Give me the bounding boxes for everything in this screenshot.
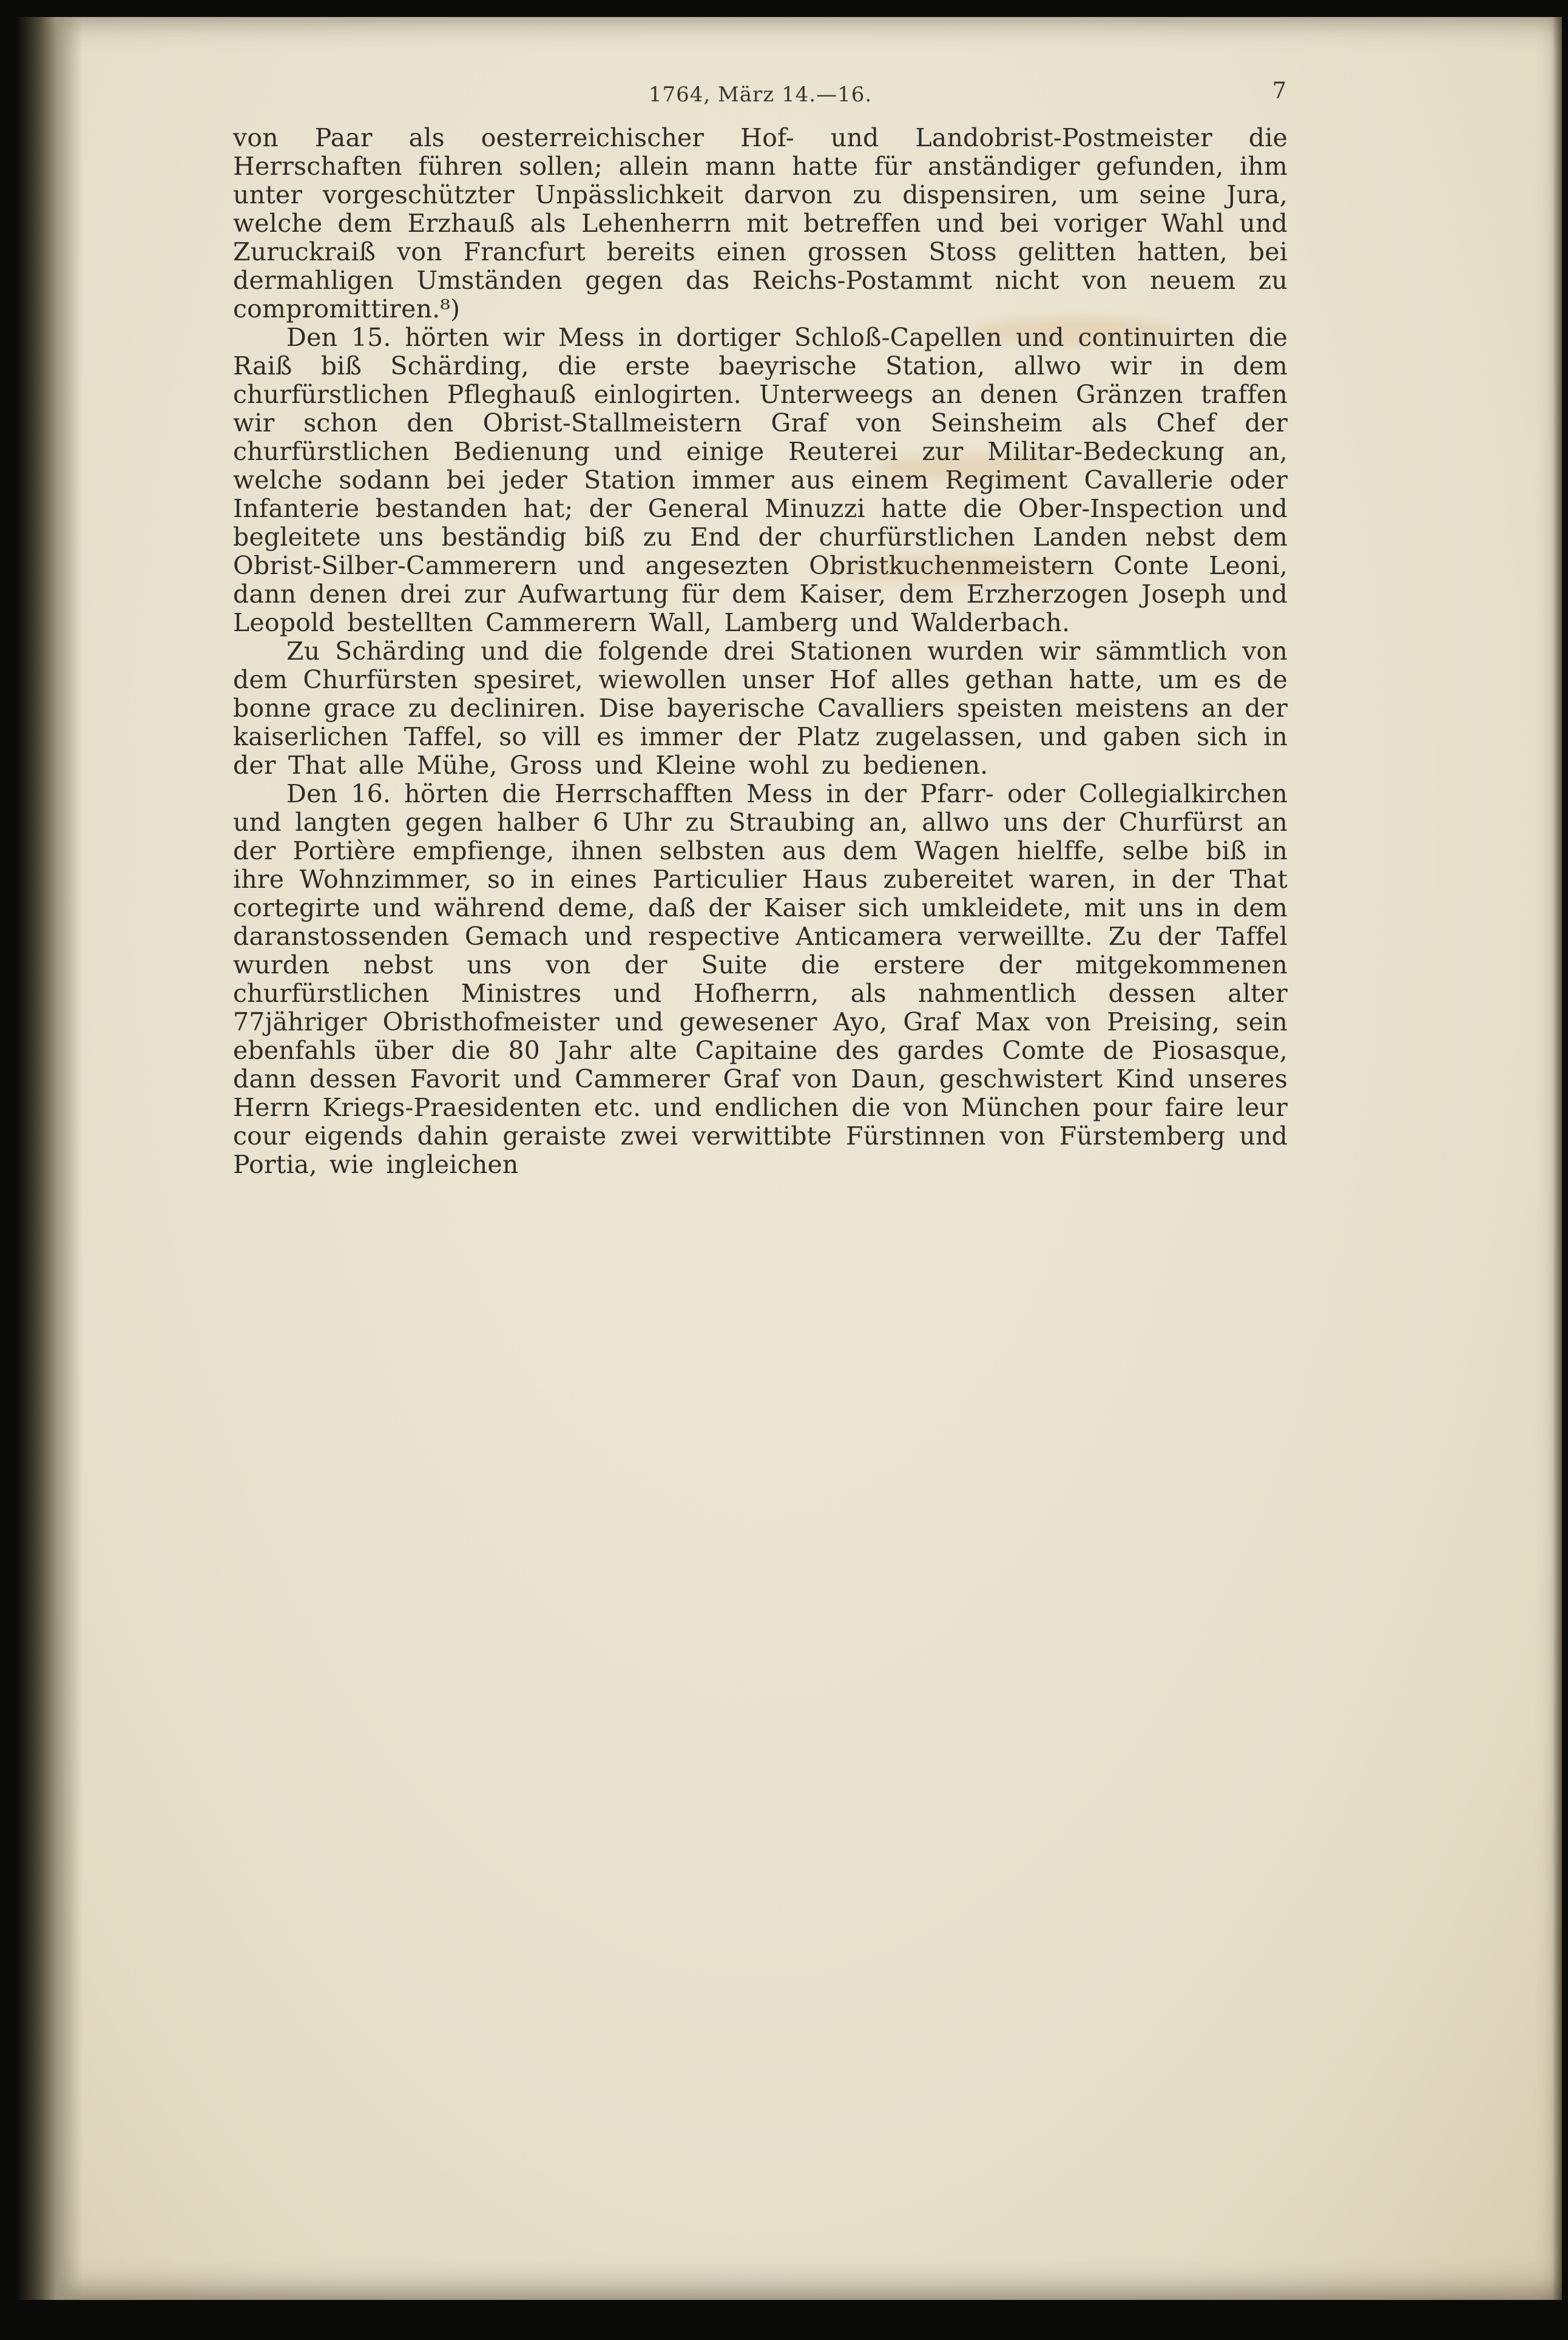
paragraph-schaerding: Zu Schärding und die folgende drei Stationen wurden wir sämmtlich von dem Churfürsten spesiret, wiewollen unser Hof alles gethan hatte, um es de bonne grace zu decliniren. Dise bayerische Cavalliers speisten meistens an der kaiserlichen Taffel, so vill es immer der Platz zugelassen, und gaben sich in der That alle Mühe, Gross und Kleine wohl zu bedienen. bbox=[233, 637, 1288, 780]
page-content bbox=[233, 78, 1288, 1179]
paragraph-march-15: Den 15. hörten wir Mess in dortiger Schloß-Capellen und continuirten die Raiß biß Schärding, die erste baeyrische Station, allwo wir in dem churfürstlichen Pfleghauß einlogirten. Unterweegs an denen Gränzen traffen wir schon den Obrist-Stallmeistern Graf von Seinsheim als Chef der churfürstlichen Bedienung und einige Reuterei zur Militar-Bedeckung an, welche sodann bei jeder Station immer aus einem Regiment Cavallerie oder Infanterie bestanden hat; der General Minuzzi hatte die Ober-Inspection und begleitete uns beständig biß zu End der churfürstlichen Landen nebst dem Obrist-Silber-Cammerern und angesezten Obristkuchenmeistern Conte Leoni, dann denen drei zur Aufwartung für dem Kaiser, dem Erzherzogen Joseph und Leopold bestellten Cammerern Wall, Lamberg und Walderbach. bbox=[233, 323, 1288, 637]
page-header bbox=[233, 78, 1288, 114]
book-page-scan bbox=[16, 17, 1562, 2300]
paragraph-continuation: von Paar als oesterreichischer Hof- und Landobrist-Postmeister die Herrschaften führen sollen; allein mann hatte für anständiger gefunden, ihm unter vorgeschützter Unpässlichkeit darvon zu dispensiren, um seine Jura, welche dem Erzhauß als Lehenherrn mit betreffen und bei voriger Wahl und Zuruckraiß von Francfurt bereits einen grossen Stoss gelitten hatten, bei dermahligen Umständen gegen das Reichs-Postammt nicht von neuem zu compromittiren.⁸) bbox=[233, 123, 1288, 323]
running-header-date: 1764, März 14.—16. bbox=[648, 83, 873, 107]
page-right-edge-shadow bbox=[1552, 17, 1562, 2300]
paragraph-march-16: Den 16. hörten die Herrschafften Mess in der Pfarr- oder Collegialkirchen und langten gegen halber 6 Uhr zu Straubing an, allwo uns der Churfürst an der Portière empfienge, ihnen selbsten aus dem Wagen hielffe, selbe biß in ihre Wohnzimmer, so in eines Particulier Haus zubereitet waren, in der That cortegirte und während deme, daß der Kaiser sich umkleidete, mit uns in dem daranstossenden Gemach und respective Anticamera verweillte. Zu der Taffel wurden nebst uns von der Suite die erstere der mitgekommenen churfürstlichen Ministres und Hofherrn, als nahmentlich dessen alter 77jähriger Obristhofmeister und gewesener Ayo, Graf Max von Preising, sein ebenfahls über die 80 Jahr alte Capitaine des gardes Comte de Piosasque, dann dessen Favorit und Cammerer Graf von Daun, geschwistert Kind unseres Herrn Kriegs-Praesidenten etc. und endlichen die von München pour faire leur cour eigends dahin geraiste zwei verwittibte Fürstinnen von Fürstemberg und Portia, wie ingleichen bbox=[233, 779, 1288, 1179]
page-number: 7 bbox=[1272, 78, 1286, 104]
binding-gutter-shadow bbox=[16, 17, 83, 2300]
